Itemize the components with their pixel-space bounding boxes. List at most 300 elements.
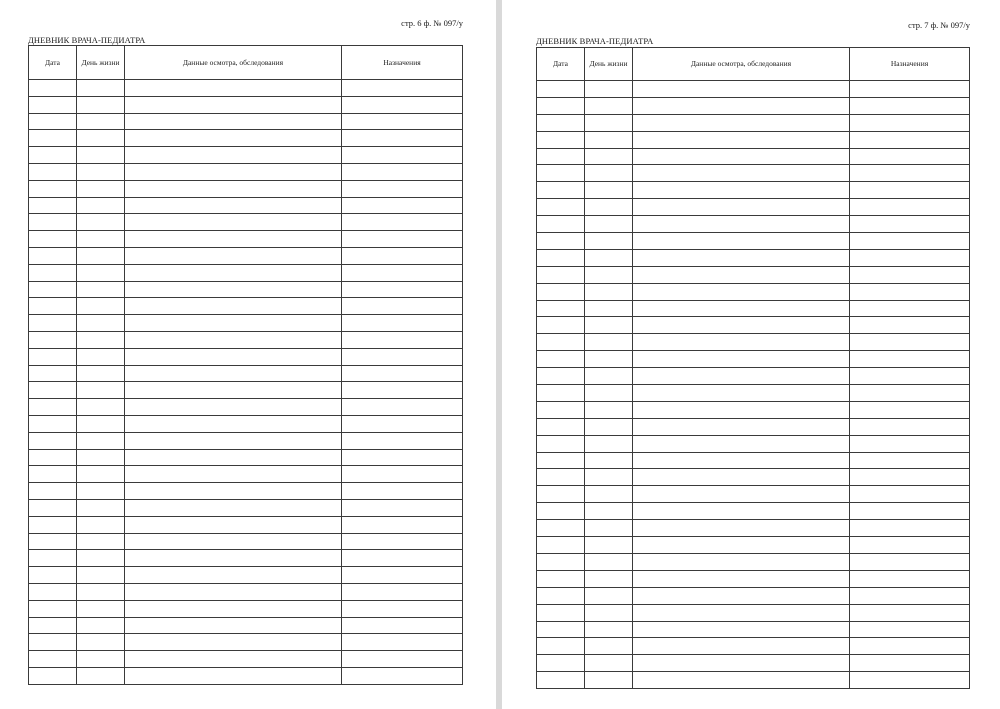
table-row [537, 435, 970, 452]
date-cell [29, 600, 77, 617]
examination-cell [125, 550, 342, 567]
day-of-life-cell [77, 651, 125, 668]
column-header-prescriptions: Назначения [850, 48, 970, 81]
prescriptions-cell [850, 300, 970, 317]
examination-cell [125, 247, 342, 264]
date-cell [537, 418, 585, 435]
day-of-life-cell [585, 655, 633, 672]
day-of-life-cell [77, 600, 125, 617]
examination-cell [125, 147, 342, 164]
table-row [537, 148, 970, 165]
date-cell [537, 199, 585, 216]
date-cell [29, 365, 77, 382]
table-row [29, 651, 463, 668]
prescriptions-cell [850, 452, 970, 469]
table-row [29, 80, 463, 97]
date-cell [537, 97, 585, 114]
examination-cell [125, 600, 342, 617]
prescriptions-cell [342, 231, 463, 248]
table-row [537, 621, 970, 638]
examination-cell [633, 351, 850, 368]
column-header-examination: Данные осмотра, обследования [125, 46, 342, 80]
day-of-life-cell [585, 638, 633, 655]
table-row [537, 283, 970, 300]
day-of-life-cell [585, 604, 633, 621]
examination-cell [125, 449, 342, 466]
table-row [29, 483, 463, 500]
examination-cell [633, 317, 850, 334]
table-row [29, 231, 463, 248]
prescriptions-cell [850, 655, 970, 672]
prescriptions-cell [342, 634, 463, 651]
day-of-life-cell [585, 368, 633, 385]
date-cell [537, 233, 585, 250]
table-row [29, 634, 463, 651]
prescriptions-cell [850, 435, 970, 452]
column-header-day-of-life: День жизни [585, 48, 633, 81]
prescriptions-cell [850, 334, 970, 351]
examination-cell [633, 165, 850, 182]
prescriptions-cell [850, 672, 970, 689]
day-of-life-cell [585, 570, 633, 587]
prescriptions-cell [342, 516, 463, 533]
table-row [537, 199, 970, 216]
examination-cell [633, 216, 850, 233]
diary-title: ДНЕВНИК ВРАЧА-ПЕДИАТРА [536, 36, 654, 46]
examination-cell [125, 180, 342, 197]
date-cell [537, 266, 585, 283]
prescriptions-cell [342, 197, 463, 214]
day-of-life-cell [585, 97, 633, 114]
prescriptions-cell [850, 385, 970, 402]
table-row [537, 216, 970, 233]
day-of-life-cell [585, 334, 633, 351]
day-of-life-cell [585, 486, 633, 503]
day-of-life-cell [77, 163, 125, 180]
day-of-life-cell [585, 216, 633, 233]
examination-cell [125, 617, 342, 634]
table-row [29, 247, 463, 264]
day-of-life-cell [585, 520, 633, 537]
day-of-life-cell [585, 249, 633, 266]
examination-cell [633, 604, 850, 621]
examination-cell [125, 281, 342, 298]
day-of-life-cell [77, 667, 125, 684]
prescriptions-cell [342, 600, 463, 617]
day-of-life-cell [77, 80, 125, 97]
prescriptions-cell [850, 587, 970, 604]
examination-cell [125, 214, 342, 231]
examination-cell [633, 638, 850, 655]
prescriptions-cell [342, 449, 463, 466]
examination-cell [125, 399, 342, 416]
prescriptions-cell [342, 415, 463, 432]
prescriptions-cell [342, 583, 463, 600]
table-row [29, 214, 463, 231]
date-cell [29, 415, 77, 432]
examination-cell [125, 583, 342, 600]
day-of-life-cell [585, 266, 633, 283]
examination-cell [633, 266, 850, 283]
date-cell [537, 537, 585, 554]
table-row [537, 452, 970, 469]
prescriptions-cell [342, 348, 463, 365]
table-row [29, 567, 463, 584]
table-row [537, 317, 970, 334]
examination-cell [125, 231, 342, 248]
table-row [537, 233, 970, 250]
examination-cell [633, 452, 850, 469]
day-of-life-cell [585, 317, 633, 334]
day-of-life-cell [585, 452, 633, 469]
day-of-life-cell [585, 283, 633, 300]
date-cell [537, 469, 585, 486]
table-row [537, 587, 970, 604]
date-cell [537, 621, 585, 638]
prescriptions-cell [850, 401, 970, 418]
examination-cell [125, 365, 342, 382]
date-cell [537, 520, 585, 537]
examination-cell [633, 418, 850, 435]
table-row [537, 114, 970, 131]
prescriptions-cell [342, 281, 463, 298]
date-cell [29, 348, 77, 365]
date-cell [537, 114, 585, 131]
date-cell [537, 283, 585, 300]
date-cell [29, 550, 77, 567]
table-row [537, 486, 970, 503]
day-of-life-cell [77, 449, 125, 466]
examination-cell [633, 621, 850, 638]
examination-cell [633, 114, 850, 131]
day-of-life-cell [585, 233, 633, 250]
table-row [537, 672, 970, 689]
prescriptions-cell [850, 520, 970, 537]
examination-cell [633, 283, 850, 300]
day-of-life-cell [585, 131, 633, 148]
examination-cell [125, 80, 342, 97]
day-of-life-cell [77, 483, 125, 500]
column-header-examination: Данные осмотра, обследования [633, 48, 850, 81]
prescriptions-cell [850, 233, 970, 250]
prescriptions-cell [850, 418, 970, 435]
prescriptions-cell [850, 537, 970, 554]
day-of-life-cell [77, 214, 125, 231]
table-header-row [537, 48, 970, 81]
date-cell [537, 587, 585, 604]
day-of-life-cell [585, 401, 633, 418]
prescriptions-cell [850, 114, 970, 131]
prescriptions-cell [342, 214, 463, 231]
prescriptions-cell [850, 199, 970, 216]
table-row [29, 298, 463, 315]
day-of-life-cell [77, 365, 125, 382]
day-of-life-cell [77, 432, 125, 449]
date-cell [537, 300, 585, 317]
table-row [29, 382, 463, 399]
day-of-life-cell [77, 147, 125, 164]
prescriptions-cell [342, 113, 463, 130]
examination-cell [125, 667, 342, 684]
day-of-life-cell [585, 300, 633, 317]
day-of-life-cell [585, 385, 633, 402]
prescriptions-cell [342, 247, 463, 264]
table-row [29, 399, 463, 416]
examination-cell [125, 499, 342, 516]
date-cell [537, 334, 585, 351]
date-cell [29, 113, 77, 130]
table-row [537, 368, 970, 385]
day-of-life-cell [77, 634, 125, 651]
day-of-life-cell [585, 587, 633, 604]
examination-cell [633, 182, 850, 199]
examination-cell [633, 334, 850, 351]
prescriptions-cell [342, 298, 463, 315]
table-row [29, 583, 463, 600]
examination-cell [633, 300, 850, 317]
date-cell [29, 197, 77, 214]
examination-cell [125, 415, 342, 432]
day-of-life-cell [77, 399, 125, 416]
examination-cell [125, 533, 342, 550]
date-cell [537, 553, 585, 570]
prescriptions-cell [342, 483, 463, 500]
table-row [29, 113, 463, 130]
date-cell [537, 81, 585, 98]
table-row [537, 537, 970, 554]
table-row [29, 449, 463, 466]
examination-cell [633, 199, 850, 216]
prescriptions-cell [850, 317, 970, 334]
day-of-life-cell [77, 382, 125, 399]
day-of-life-cell [585, 621, 633, 638]
table-row [29, 516, 463, 533]
day-of-life-cell [585, 182, 633, 199]
day-of-life-cell [585, 469, 633, 486]
date-cell [29, 231, 77, 248]
day-of-life-cell [77, 567, 125, 584]
examination-cell [125, 516, 342, 533]
examination-cell [633, 131, 850, 148]
date-cell [537, 216, 585, 233]
date-cell [29, 567, 77, 584]
examination-cell [633, 368, 850, 385]
page-number: стр. 7 ф. № 097/у [908, 20, 970, 30]
examination-cell [125, 651, 342, 668]
table-row [537, 131, 970, 148]
table-row [29, 550, 463, 567]
day-of-life-cell [585, 114, 633, 131]
date-cell [537, 655, 585, 672]
date-cell [537, 182, 585, 199]
table-row [537, 334, 970, 351]
prescriptions-cell [342, 382, 463, 399]
table-row [537, 401, 970, 418]
examination-cell [125, 197, 342, 214]
table-row [29, 415, 463, 432]
date-cell [29, 483, 77, 500]
table-row [537, 418, 970, 435]
date-cell [29, 247, 77, 264]
day-of-life-cell [77, 583, 125, 600]
prescriptions-cell [342, 180, 463, 197]
day-of-life-cell [77, 466, 125, 483]
day-of-life-cell [77, 113, 125, 130]
table-row [29, 533, 463, 550]
examination-cell [633, 520, 850, 537]
date-cell [29, 382, 77, 399]
prescriptions-cell [850, 570, 970, 587]
day-of-life-cell [585, 503, 633, 520]
prescriptions-cell [850, 148, 970, 165]
prescriptions-cell [342, 499, 463, 516]
date-cell [29, 96, 77, 113]
examination-cell [633, 97, 850, 114]
examination-cell [125, 483, 342, 500]
examination-cell [633, 486, 850, 503]
table-row [29, 315, 463, 332]
prescriptions-cell [850, 216, 970, 233]
examination-cell [633, 537, 850, 554]
date-cell [29, 533, 77, 550]
table-row [29, 163, 463, 180]
prescriptions-cell [342, 130, 463, 147]
prescriptions-cell [342, 163, 463, 180]
diary-page-left [0, 0, 496, 709]
date-cell [537, 249, 585, 266]
day-of-life-cell [77, 516, 125, 533]
examination-cell [633, 587, 850, 604]
day-of-life-cell [585, 81, 633, 98]
examination-cell [125, 466, 342, 483]
table-row [29, 466, 463, 483]
table-row [537, 655, 970, 672]
date-cell [537, 401, 585, 418]
date-cell [29, 634, 77, 651]
day-of-life-cell [77, 298, 125, 315]
table-row [29, 667, 463, 684]
table-row [29, 432, 463, 449]
table-body [29, 80, 463, 685]
examination-cell [125, 348, 342, 365]
date-cell [29, 399, 77, 416]
date-cell [29, 449, 77, 466]
examination-cell [633, 233, 850, 250]
date-cell [29, 516, 77, 533]
page-number: стр. 6 ф. № 097/у [401, 18, 463, 28]
table-row [537, 385, 970, 402]
day-of-life-cell [77, 331, 125, 348]
date-cell [29, 214, 77, 231]
date-cell [29, 281, 77, 298]
examination-cell [125, 382, 342, 399]
table-row [537, 638, 970, 655]
day-of-life-cell [585, 553, 633, 570]
examination-cell [633, 553, 850, 570]
prescriptions-cell [850, 469, 970, 486]
examination-cell [633, 655, 850, 672]
date-cell [29, 651, 77, 668]
day-of-life-cell [77, 550, 125, 567]
date-cell [537, 570, 585, 587]
date-cell [537, 368, 585, 385]
date-cell [29, 163, 77, 180]
day-of-life-cell [585, 672, 633, 689]
day-of-life-cell [585, 418, 633, 435]
prescriptions-cell [850, 638, 970, 655]
table-row [29, 264, 463, 281]
column-header-date: Дата [29, 46, 77, 80]
examination-cell [633, 385, 850, 402]
column-header-prescriptions: Назначения [342, 46, 463, 80]
examination-cell [125, 315, 342, 332]
prescriptions-cell [342, 331, 463, 348]
day-of-life-cell [585, 148, 633, 165]
prescriptions-cell [850, 351, 970, 368]
day-of-life-cell [77, 231, 125, 248]
day-of-life-cell [77, 264, 125, 281]
day-of-life-cell [585, 199, 633, 216]
examination-cell [633, 81, 850, 98]
day-of-life-cell [77, 130, 125, 147]
prescriptions-cell [850, 97, 970, 114]
date-cell [29, 298, 77, 315]
date-cell [537, 435, 585, 452]
date-cell [537, 452, 585, 469]
date-cell [537, 165, 585, 182]
date-cell [29, 432, 77, 449]
date-cell [29, 180, 77, 197]
examination-cell [125, 432, 342, 449]
date-cell [29, 617, 77, 634]
date-cell [537, 638, 585, 655]
day-of-life-cell [77, 617, 125, 634]
date-cell [537, 131, 585, 148]
date-cell [537, 503, 585, 520]
date-cell [29, 130, 77, 147]
table-row [537, 469, 970, 486]
day-of-life-cell [77, 197, 125, 214]
date-cell [29, 147, 77, 164]
prescriptions-cell [342, 466, 463, 483]
examination-cell [125, 130, 342, 147]
table-row [537, 553, 970, 570]
prescriptions-cell [342, 567, 463, 584]
day-of-life-cell [585, 165, 633, 182]
examination-cell [125, 163, 342, 180]
table-row [29, 147, 463, 164]
prescriptions-cell [342, 399, 463, 416]
date-cell [29, 331, 77, 348]
date-cell [29, 499, 77, 516]
examination-cell [125, 264, 342, 281]
table-row [537, 520, 970, 537]
table-row [537, 266, 970, 283]
examination-cell [125, 634, 342, 651]
examination-cell [633, 435, 850, 452]
table-header-row [29, 46, 463, 80]
prescriptions-cell [850, 165, 970, 182]
prescriptions-cell [342, 80, 463, 97]
day-of-life-cell [77, 499, 125, 516]
table-row [29, 197, 463, 214]
day-of-life-cell [77, 247, 125, 264]
prescriptions-cell [342, 617, 463, 634]
prescriptions-cell [850, 283, 970, 300]
table-row [29, 348, 463, 365]
prescriptions-cell [850, 249, 970, 266]
day-of-life-cell [77, 415, 125, 432]
